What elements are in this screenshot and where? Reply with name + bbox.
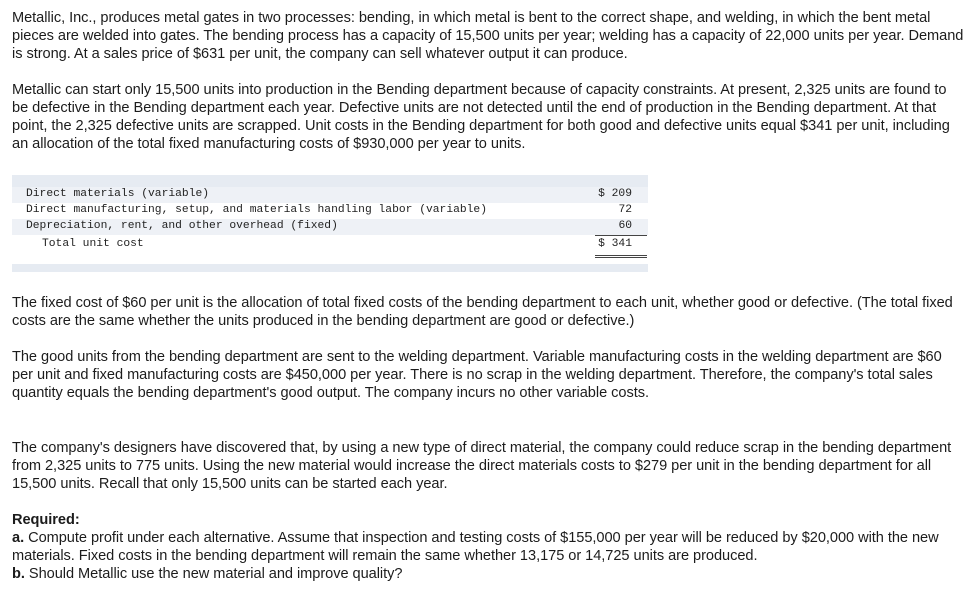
total-double-rule-top (595, 255, 647, 256)
requirement-b (12, 565, 964, 583)
table-row-overhead (12, 219, 648, 235)
row-label: Depreciation, rent, and other overhead (fixed) (26, 220, 338, 232)
subtotal-rule (595, 235, 647, 236)
total-label: Total unit cost (42, 238, 144, 250)
requirement-b-letter: b. (12, 566, 25, 582)
requirement-b-text: Should Metallic use the new material and improve quality? (24, 566, 403, 582)
requirement-a (12, 529, 964, 565)
table-footer-band (12, 264, 648, 272)
total-value: $ 341 (598, 238, 632, 250)
requirement-a-text: Compute profit under each alternative. Assume that inspection and testing costs of $155,000 per year will be reduced by $20,000 with the new materials. Fixed costs in the bending department will remain the same whether 13,175 or 14,725 units are produced. (12, 530, 939, 564)
required-section (12, 511, 964, 583)
row-label: Direct materials (variable) (26, 188, 210, 200)
table-row-total (12, 237, 648, 253)
row-value: $ 209 (598, 188, 632, 200)
requirement-a-letter: a. (12, 530, 25, 546)
required-heading: Required: (12, 512, 80, 528)
table-row-direct-labor (12, 203, 648, 219)
unit-cost-table (12, 175, 648, 272)
welding-paragraph: The good units from the bending department are sent to the welding department. Variable manufacturing costs in the welding department are $60 per unit and fixed manufacturing costs are $450,000 per year. There is no scrap in the welding department. Therefore, the company's total sales quantity equals the bending department's good output. The company incurs no other variable costs. (12, 349, 942, 401)
new-material-paragraph: The company's designers have discovered that, by using a new type of direct material, the company could reduce scrap in the bending department from 2,325 units to 775 units. Using the new material would increase the direct materials costs to $279 per unit in the bending department for all 15,500 units. Recall that only 15,500 units can be started each year. (12, 440, 952, 492)
intro-paragraph: Metallic, Inc., produces metal gates in two processes: bending, in which metal is bent to the correct shape, and welding, in which the bent metal pieces are welded into gates. The bending process has a capacity of 15,500 units per year; welding has a capacity of 22,000 units per year. Demand is strong. At a sales price of $631 per unit, the company can sell whatever output it can produce. (12, 10, 964, 62)
fixed-cost-paragraph: The fixed cost of $60 per unit is the allocation of total fixed costs of the bending department to each unit, whether good or defective. (The total fixed costs are the same whether the units produced in the bending department are good or defective.) (12, 295, 953, 329)
table-row-direct-materials (12, 187, 648, 203)
total-double-rule-bottom (595, 257, 647, 258)
row-label: Direct manufacturing, setup, and materials handling labor (variable) (26, 204, 487, 216)
row-value: 72 (618, 204, 632, 216)
capacity-paragraph: Metallic can start only 15,500 units into production in the Bending department because of capacity constraints. At present, 2,325 units are found to be defective in the Bending department each year. Defective units are not detected until the end of production in the Bending department. At that point, the 2,325 defective units are scrapped. Unit costs in the Bending department for both good and defective units equal $341 per unit, including an allocation of the total fixed manufacturing costs of $930,000 per year to units. (12, 82, 950, 152)
row-value: 60 (618, 220, 632, 232)
table-header-band (12, 175, 648, 187)
